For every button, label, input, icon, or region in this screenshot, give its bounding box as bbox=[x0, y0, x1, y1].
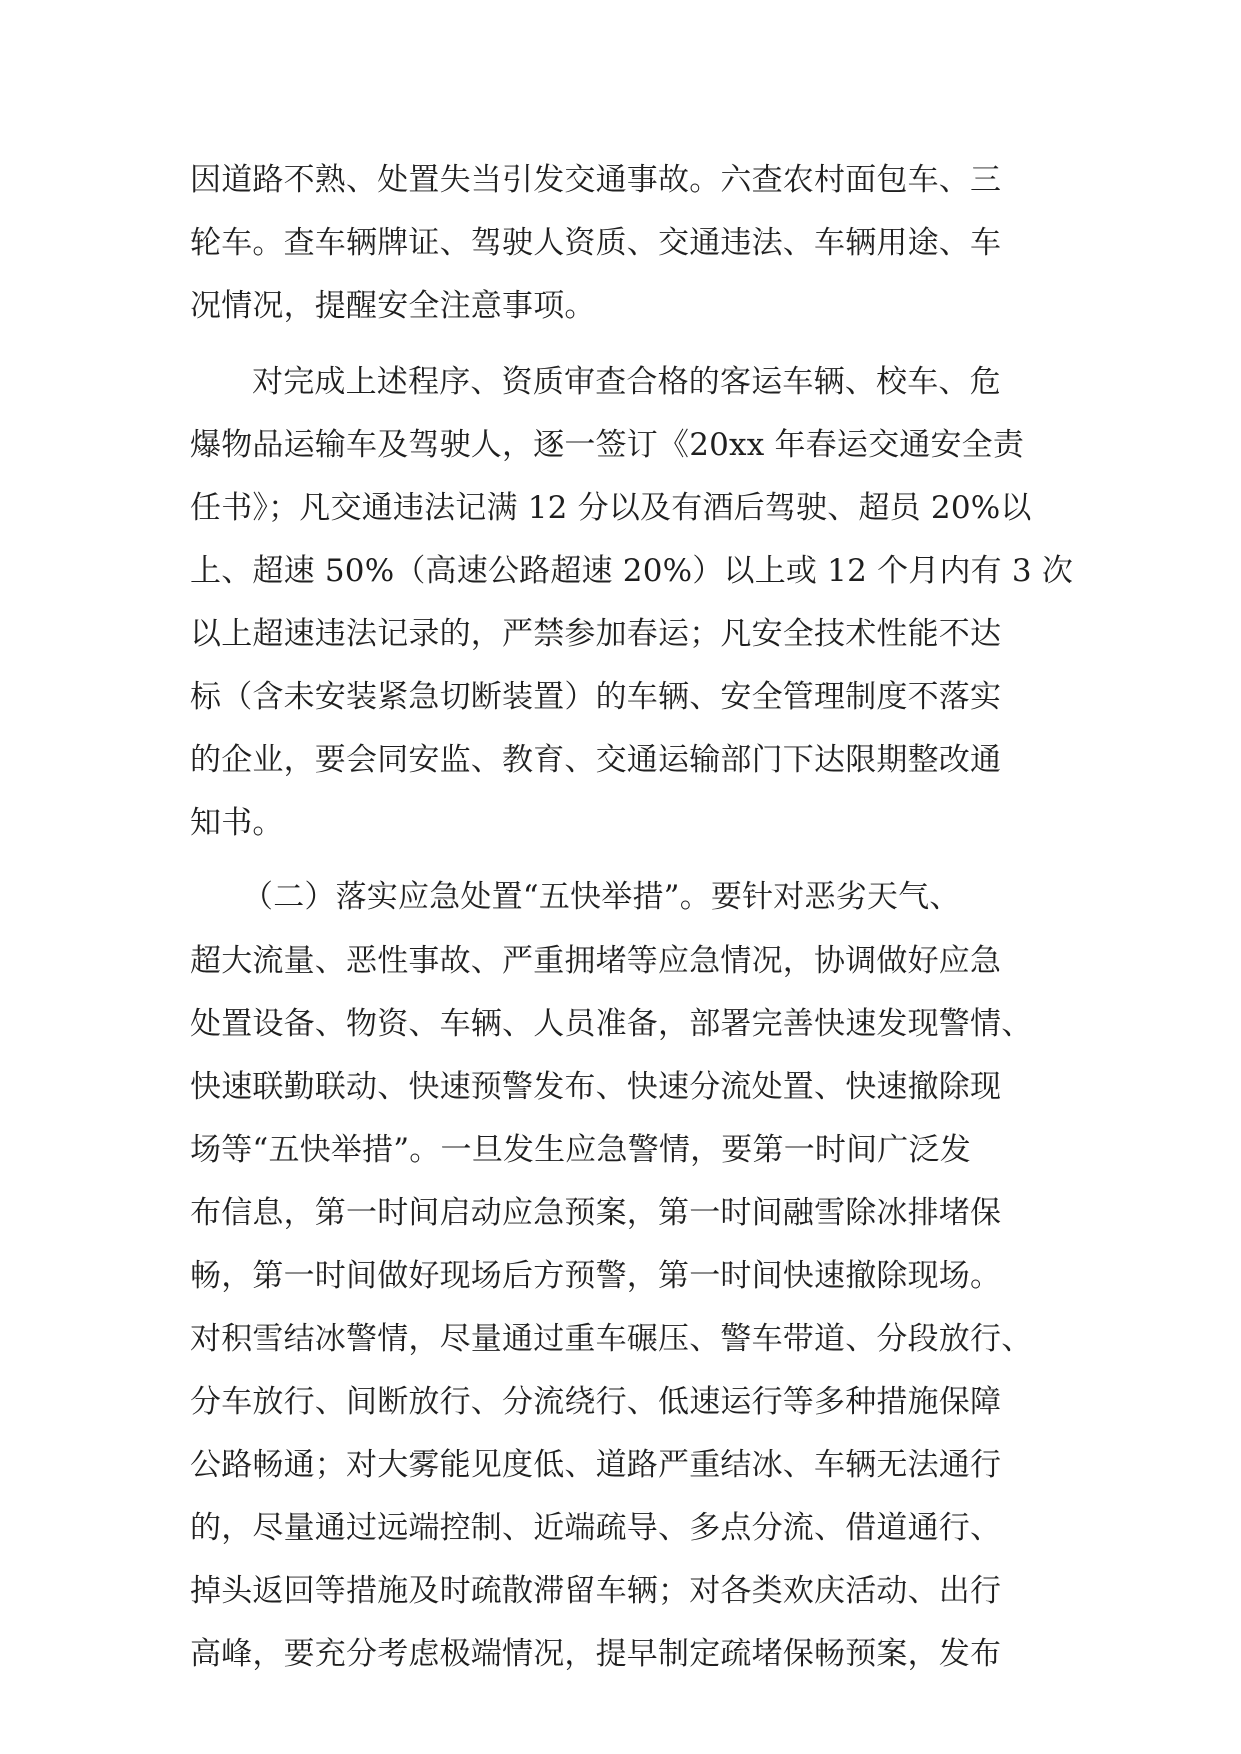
text-line: 的企业，要会同安监、教育、交通运输部门下达限期整改通 bbox=[190, 742, 1002, 778]
text-line: 标（含未安装紧急切断装置）的车辆、安全管理制度不落实 bbox=[190, 679, 1002, 715]
text-line: 布信息，第一时间启动应急预案，第一时间融雪除冰排堵保 bbox=[190, 1195, 1002, 1231]
text-line: 知书。 bbox=[190, 805, 284, 841]
text-line: 的，尽量通过远端控制、近端疏导、多点分流、借道通行、 bbox=[190, 1510, 1002, 1546]
text-line: 况情况，提醒安全注意事项。 bbox=[190, 288, 596, 324]
text-line: 畅，第一时间做好现场后方预警，第一时间快速撤除现场。 bbox=[190, 1258, 1002, 1294]
section-heading-line: （二）落实应急处置“五快举措”。要针对恶劣天气、 bbox=[242, 879, 961, 915]
text-line: 以上超速违法记录的，严禁参加春运；凡安全技术性能不达 bbox=[190, 616, 1002, 652]
text-line: 快速联勤联动、快速预警发布、快速分流处置、快速撤除现 bbox=[190, 1069, 1002, 1105]
text-line: 因道路不熟、处置失当引发交通事故。六查农村面包车、三 bbox=[190, 162, 1002, 198]
text-line: 分车放行、间断放行、分流绕行、低速运行等多种措施保障 bbox=[190, 1384, 1002, 1420]
text-line: 超大流量、恶性事故、严重拥堵等应急情况，协调做好应急 bbox=[190, 943, 1002, 979]
text-line: 轮车。查车辆牌证、驾驶人资质、交通违法、车辆用途、车 bbox=[190, 225, 1002, 261]
text-line: 场等“五快举措”。一旦发生应急警情，要第一时间广泛发 bbox=[190, 1132, 971, 1168]
text-line: 对积雪结冰警情，尽量通过重车碾压、警车带道、分段放行、 bbox=[190, 1321, 1033, 1357]
text-line: 公路畅通；对大雾能见度低、道路严重结冰、车辆无法通行 bbox=[190, 1447, 1002, 1483]
text-line: 掉头返回等措施及时疏散滞留车辆；对各类欢庆活动、出行 bbox=[190, 1573, 1002, 1609]
text-line: 任书》；凡交通违法记满 12 分以及有酒后驾驶、超员 20%以 bbox=[190, 490, 1032, 526]
paragraph-start-line: 对完成上述程序、资质审查合格的客运车辆、校车、危 bbox=[252, 364, 1001, 400]
text-line: 上、超速 50%（高速公路超速 20%）以上或 12 个月内有 3 次 bbox=[190, 553, 1074, 589]
text-line: 处置设备、物资、车辆、人员准备，部署完善快速发现警情、 bbox=[190, 1006, 1033, 1042]
text-line: 高峰，要充分考虑极端情况，提早制定疏堵保畅预案，发布 bbox=[190, 1636, 1002, 1672]
text-line: 爆物品运输车及驾驶人，逐一签订《20xx 年春运交通安全责 bbox=[190, 427, 1025, 463]
